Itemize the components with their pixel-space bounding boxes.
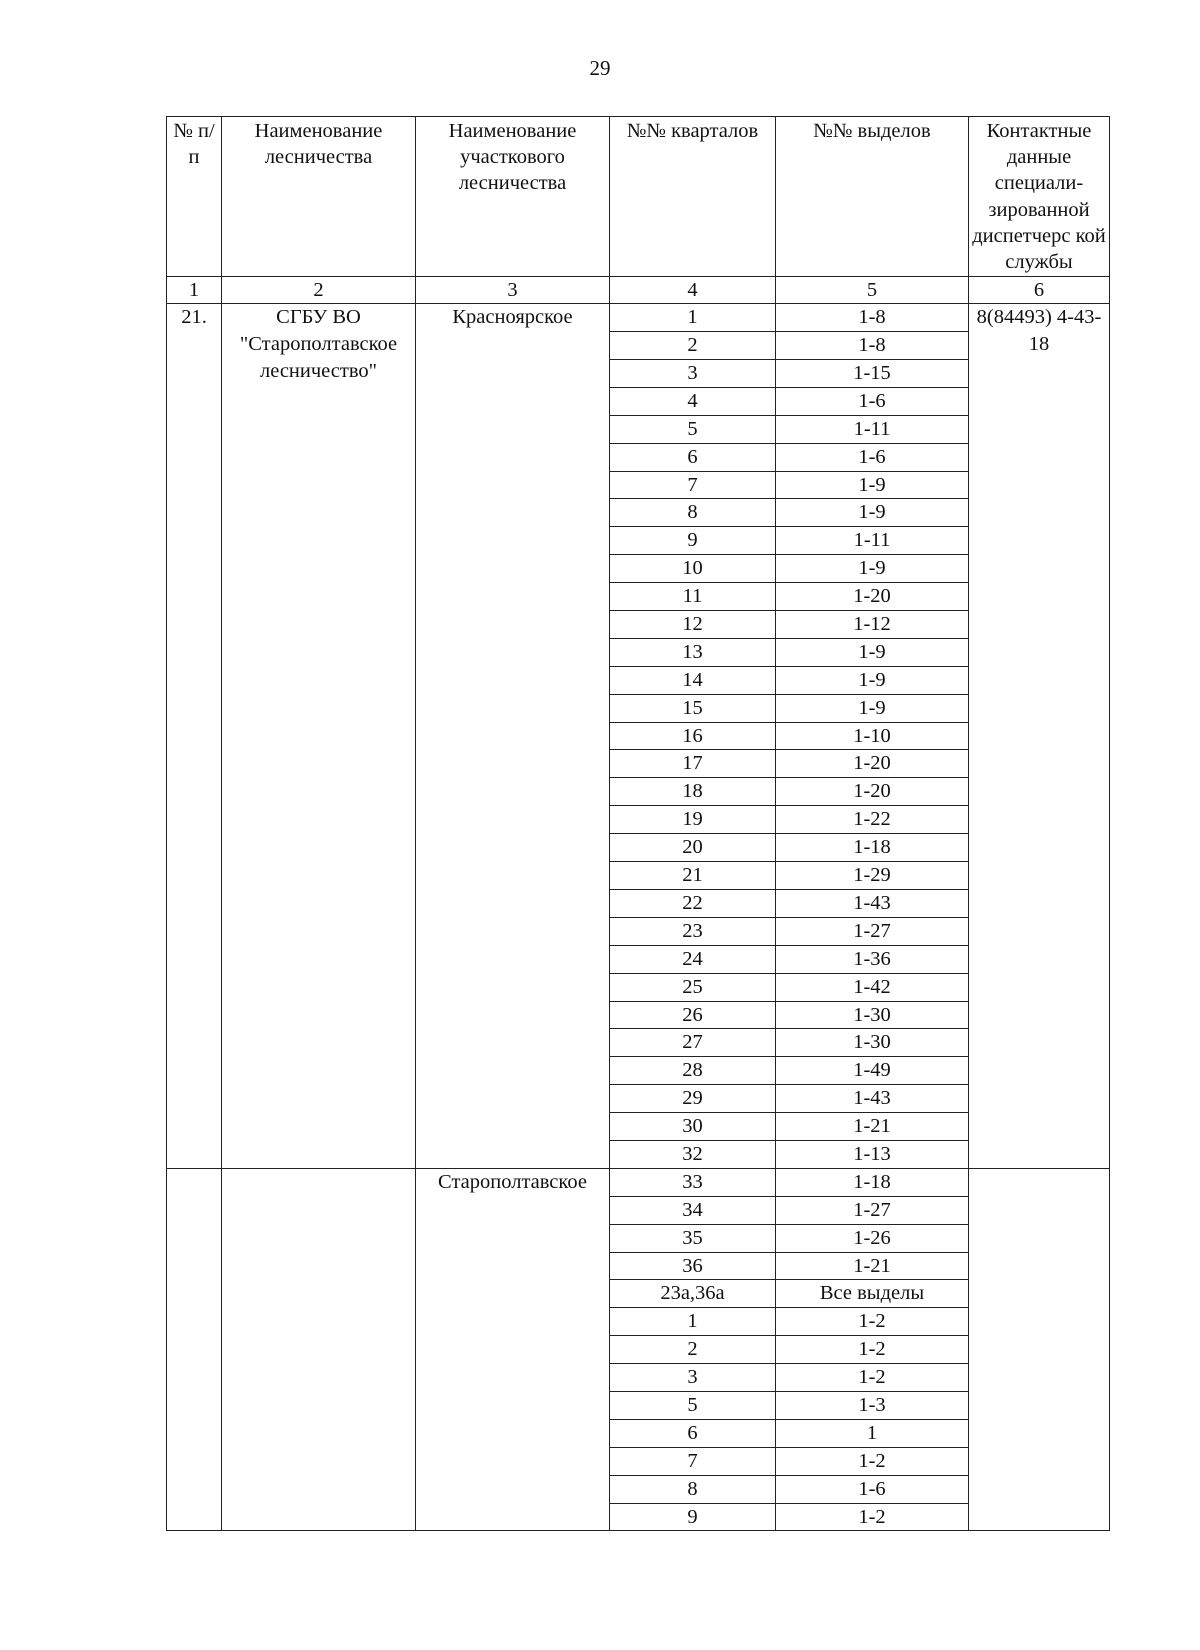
quarter-cell: 1 [610, 1308, 776, 1336]
district-forestry-name: Красноярское [416, 304, 610, 1169]
quarter-cell: 28 [610, 1057, 776, 1085]
contact-info: 8(84493) 4-43-18 [969, 304, 1110, 1169]
quarter-cell: 13 [610, 638, 776, 666]
plots-cell: 1-22 [776, 806, 969, 834]
header-district-forestry: Наименование участкового лесничества [416, 117, 610, 277]
quarter-cell: 20 [610, 834, 776, 862]
plots-cell: 1-49 [776, 1057, 969, 1085]
plots-cell: 1-2 [776, 1308, 969, 1336]
plots-cell: 1-29 [776, 862, 969, 890]
plots-cell: 1-21 [776, 1113, 969, 1141]
quarter-cell: 8 [610, 499, 776, 527]
plots-cell: 1-13 [776, 1140, 969, 1168]
column-number: 2 [222, 277, 416, 304]
plots-cell: 1-6 [776, 387, 969, 415]
plots-cell: 1-20 [776, 583, 969, 611]
quarter-cell: 5 [610, 415, 776, 443]
quarter-cell: 17 [610, 750, 776, 778]
plots-cell: 1-6 [776, 1475, 969, 1503]
plots-cell: 1-20 [776, 750, 969, 778]
quarter-cell: 10 [610, 555, 776, 583]
plots-cell: 1-8 [776, 304, 969, 332]
plots-cell: 1-26 [776, 1224, 969, 1252]
table-row [167, 304, 1110, 332]
plots-cell: 1-20 [776, 778, 969, 806]
quarter-cell: 34 [610, 1196, 776, 1224]
plots-cell: 1-18 [776, 1168, 969, 1196]
entry-number-empty [167, 1168, 222, 1531]
plots-cell: 1-15 [776, 360, 969, 388]
quarter-cell: 2 [610, 332, 776, 360]
plots-cell: 1-9 [776, 555, 969, 583]
plots-cell: 1-36 [776, 945, 969, 973]
quarter-cell: 9 [610, 527, 776, 555]
plots-cell: 1-18 [776, 834, 969, 862]
plots-cell: 1-2 [776, 1336, 969, 1364]
entry-number: 21. [167, 304, 222, 1169]
quarter-cell: 5 [610, 1391, 776, 1419]
contact-info-empty [969, 1168, 1110, 1531]
header-forestry: Наименование лесничества [222, 117, 416, 277]
column-number: 4 [610, 277, 776, 304]
quarter-cell: 4 [610, 387, 776, 415]
quarter-cell: 23 [610, 917, 776, 945]
quarter-cell: 16 [610, 722, 776, 750]
quarter-cell: 22 [610, 889, 776, 917]
plots-cell: 1-9 [776, 499, 969, 527]
quarter-cell: 21 [610, 862, 776, 890]
quarter-cell: 14 [610, 666, 776, 694]
quarter-cell: 19 [610, 806, 776, 834]
plots-cell: 1-21 [776, 1252, 969, 1280]
plots-cell: 1 [776, 1419, 969, 1447]
plots-cell: 1-43 [776, 889, 969, 917]
column-number: 3 [416, 277, 610, 304]
quarter-cell: 7 [610, 1447, 776, 1475]
quarter-cell: 11 [610, 583, 776, 611]
quarter-cell: 23а,36а [610, 1280, 776, 1308]
quarter-cell: 3 [610, 360, 776, 388]
quarter-cell: 12 [610, 611, 776, 639]
header-row [167, 117, 1110, 277]
quarter-cell: 29 [610, 1085, 776, 1113]
quarter-cell: 24 [610, 945, 776, 973]
quarter-cell: 9 [610, 1503, 776, 1531]
table-body [167, 304, 1110, 1531]
quarter-cell: 8 [610, 1475, 776, 1503]
plots-cell: 1-8 [776, 332, 969, 360]
plots-cell: 1-12 [776, 611, 969, 639]
plots-cell: 1-2 [776, 1447, 969, 1475]
column-number-row [167, 277, 1110, 304]
page-number: 29 [589, 56, 611, 80]
plots-cell: Все выделы [776, 1280, 969, 1308]
plots-cell: 1-3 [776, 1391, 969, 1419]
plots-cell: 1-42 [776, 973, 969, 1001]
district-forestry-name: Старополтавское [416, 1168, 610, 1531]
plots-cell: 1-11 [776, 527, 969, 555]
quarter-cell: 3 [610, 1364, 776, 1392]
quarter-cell: 33 [610, 1168, 776, 1196]
header-number: № п/п [167, 117, 222, 277]
plots-cell: 1-27 [776, 1196, 969, 1224]
quarter-cell: 1 [610, 304, 776, 332]
quarter-cell: 32 [610, 1140, 776, 1168]
plots-cell: 1-27 [776, 917, 969, 945]
plots-cell: 1-43 [776, 1085, 969, 1113]
plots-cell: 1-30 [776, 1001, 969, 1029]
quarter-cell: 18 [610, 778, 776, 806]
header-plots: №№ выделов [776, 117, 969, 277]
column-number: 6 [969, 277, 1110, 304]
quarter-cell: 2 [610, 1336, 776, 1364]
plots-cell: 1-30 [776, 1029, 969, 1057]
plots-cell: 1-6 [776, 443, 969, 471]
plots-cell: 1-9 [776, 666, 969, 694]
quarter-cell: 6 [610, 443, 776, 471]
plots-cell: 1-9 [776, 694, 969, 722]
column-number: 5 [776, 277, 969, 304]
plots-cell: 1-9 [776, 638, 969, 666]
quarter-cell: 27 [610, 1029, 776, 1057]
header-quarters: №№ кварталов [610, 117, 776, 277]
quarter-cell: 6 [610, 1419, 776, 1447]
quarter-cell: 30 [610, 1113, 776, 1141]
quarter-cell: 35 [610, 1224, 776, 1252]
quarter-cell: 26 [610, 1001, 776, 1029]
column-number: 1 [167, 277, 222, 304]
header-contacts: Контактные данные специали-зированной диспетчерс кой службы [969, 117, 1110, 277]
quarter-cell: 25 [610, 973, 776, 1001]
table-row [167, 1168, 1110, 1196]
plots-cell: 1-9 [776, 471, 969, 499]
quarter-cell: 15 [610, 694, 776, 722]
forestry-name-empty [222, 1168, 416, 1531]
quarter-cell: 36 [610, 1252, 776, 1280]
quarter-cell: 7 [610, 471, 776, 499]
plots-cell: 1-2 [776, 1364, 969, 1392]
forestry-table [166, 116, 1110, 1531]
plots-cell: 1-2 [776, 1503, 969, 1531]
plots-cell: 1-11 [776, 415, 969, 443]
plots-cell: 1-10 [776, 722, 969, 750]
forestry-name: СГБУ ВО "Старополтавское лесничество" [222, 304, 416, 1169]
